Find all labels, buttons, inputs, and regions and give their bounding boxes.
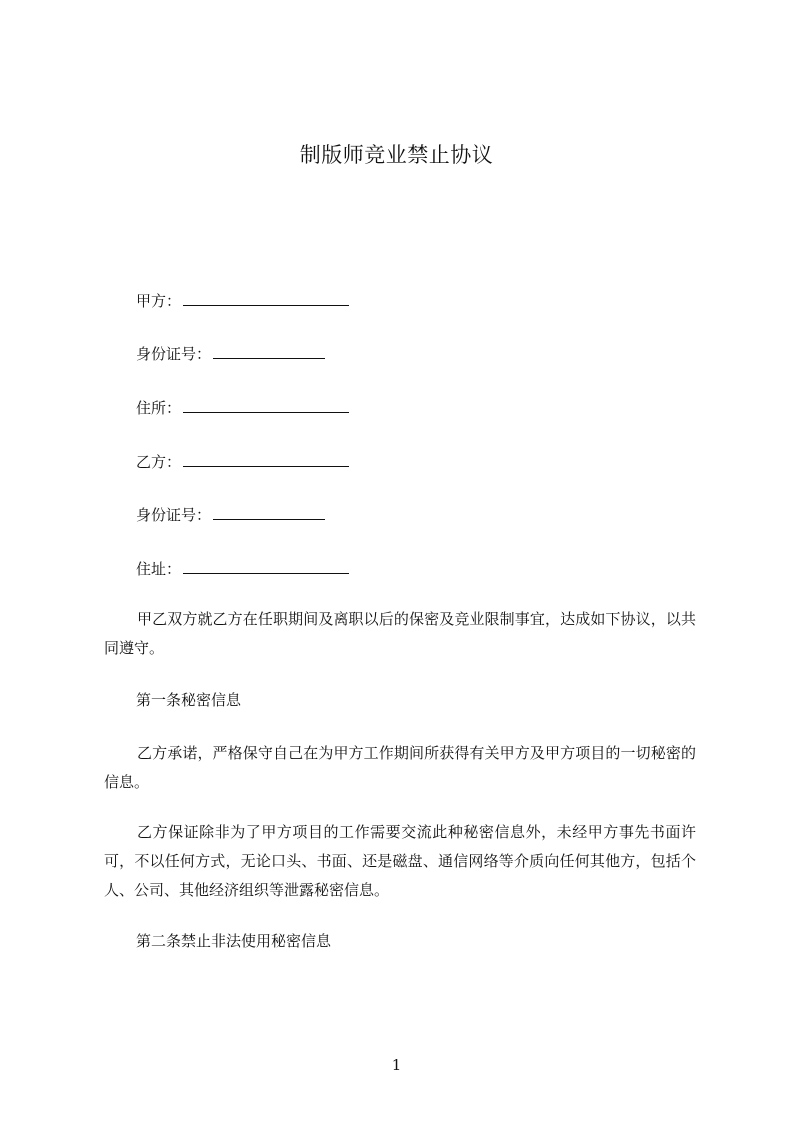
page-number: 1 bbox=[391, 1056, 402, 1074]
party-b-address-blank[interactable] bbox=[183, 558, 349, 574]
article-1-heading: 第一条秘密信息 bbox=[136, 691, 242, 709]
party-a-id-blank[interactable] bbox=[213, 343, 325, 359]
article-1-paragraph-2: 乙方保证除非为了甲方项目的工作需要交流此种秘密信息外，未经甲方事先书面许可，不以任何方式，无论口头、书面、还是磁盘、通信网络等介质向任何其他方，包括个人、公司、其他经济组织等泄露秘密信息。 bbox=[104, 823, 696, 899]
article-1-paragraph-1: 乙方承诺，严格保守自己在为甲方工作期间所获得有关甲方及甲方项目的一切秘密的信息。 bbox=[104, 744, 696, 791]
party-a-label: 甲方： bbox=[136, 292, 182, 310]
party-b-id-label: 身份证号： bbox=[136, 506, 212, 524]
party-a-address-field bbox=[136, 397, 349, 419]
party-b-field bbox=[136, 451, 349, 473]
party-a-blank[interactable] bbox=[183, 290, 349, 306]
party-a-field bbox=[136, 290, 349, 312]
party-b-address-label: 住址： bbox=[136, 560, 182, 578]
party-b-blank[interactable] bbox=[183, 451, 349, 467]
party-b-address-field bbox=[136, 558, 349, 580]
party-a-id-label: 身份证号： bbox=[136, 345, 212, 363]
intro-paragraph: 甲乙双方就乙方在任职期间及离职以后的保密及竞业限制事宜，达成如下协议，以共同遵守。 bbox=[104, 610, 696, 657]
party-a-id-field bbox=[136, 343, 325, 365]
party-a-address-label: 住所： bbox=[136, 399, 182, 417]
party-b-id-field bbox=[136, 504, 325, 526]
article-2-heading: 第二条禁止非法使用秘密信息 bbox=[136, 932, 332, 950]
document-title: 制版师竞业禁止协议 bbox=[299, 143, 494, 167]
party-b-label: 乙方： bbox=[136, 453, 182, 471]
party-a-address-blank[interactable] bbox=[183, 397, 349, 413]
party-b-id-blank[interactable] bbox=[213, 504, 325, 520]
